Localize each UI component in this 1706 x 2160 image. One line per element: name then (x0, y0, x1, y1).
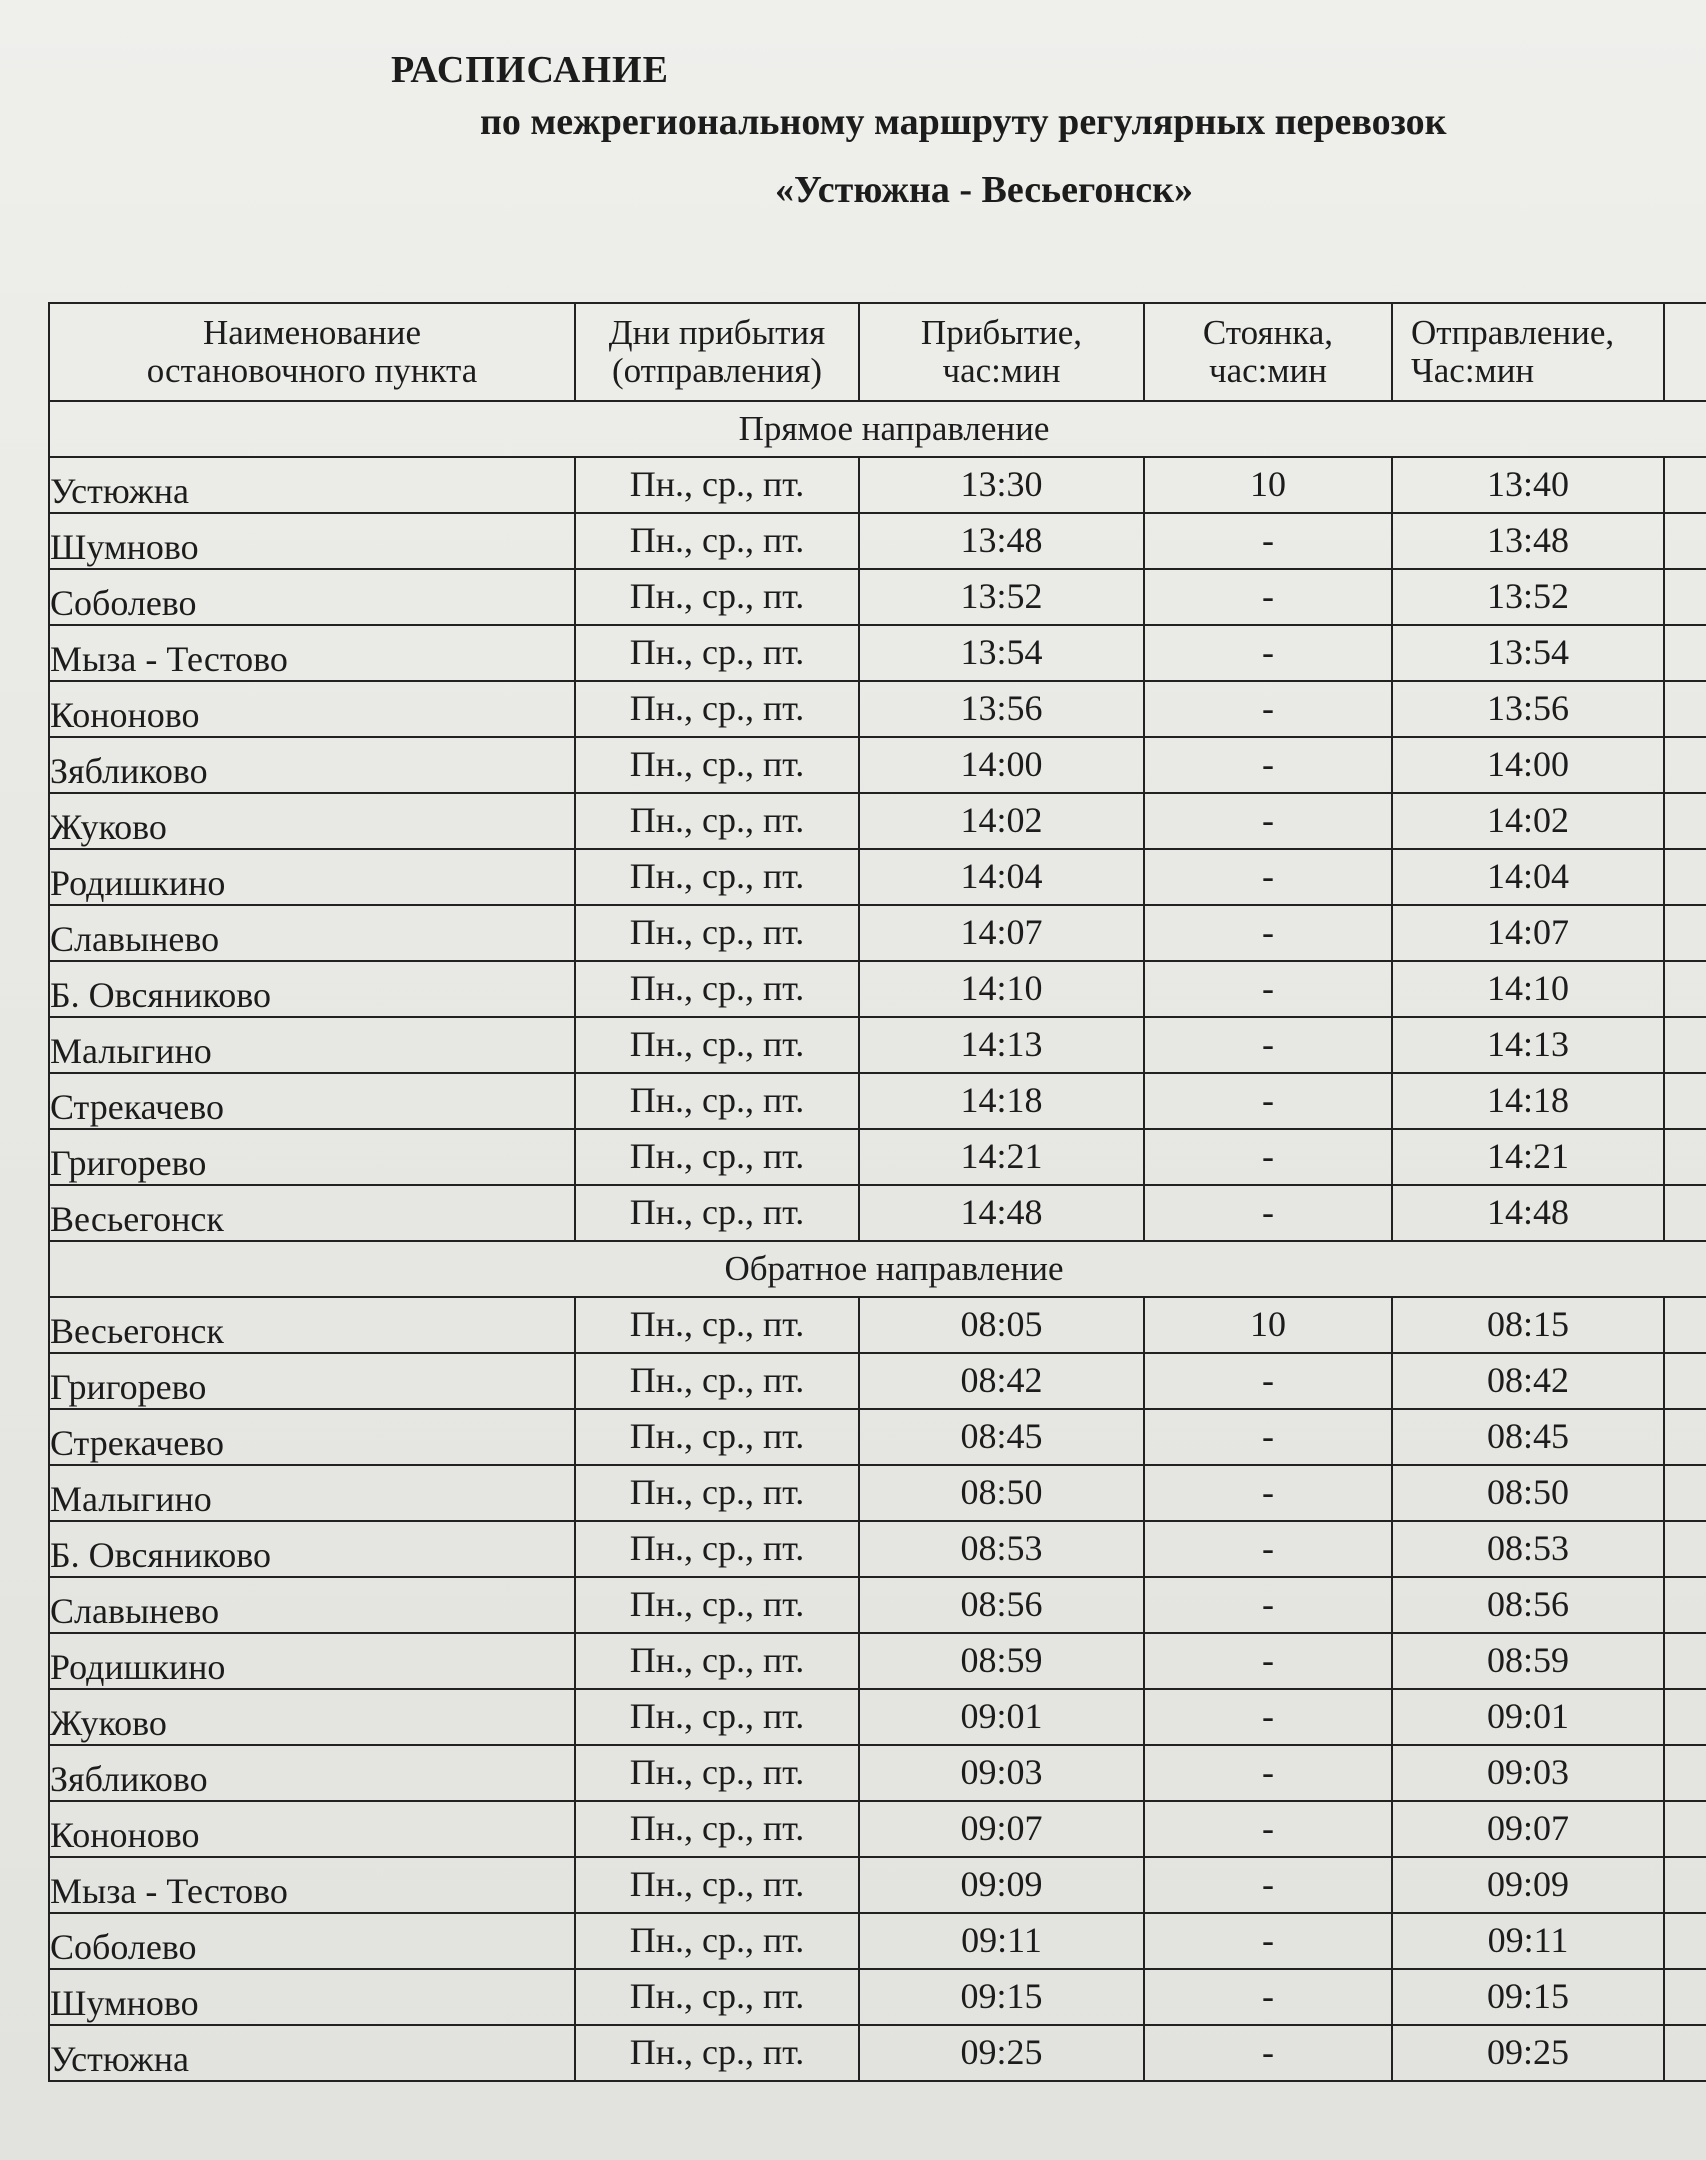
days-cell: Пн., ср., пт. (575, 1801, 859, 1857)
arrival-cell: 14:21 (859, 1129, 1144, 1185)
days-cell: Пн., ср., пт. (575, 1129, 859, 1185)
cut-off-cell (1664, 1297, 1706, 1353)
departure-cell: 14:13 (1392, 1017, 1664, 1073)
section-label: Обратное направление (49, 1241, 1706, 1297)
departure-cell: 09:09 (1392, 1857, 1664, 1913)
stop-name-cell: Зябликово (49, 1745, 575, 1801)
days-cell: Пн., ср., пт. (575, 625, 859, 681)
route-name: «Устюжна - Весьегонск» (775, 169, 1193, 211)
column-header-arrival (859, 303, 1144, 401)
stop-name-cell: Зябликово (49, 737, 575, 793)
departure-cell: 14:02 (1392, 793, 1664, 849)
stop-name-cell: Стрекачево (49, 1409, 575, 1465)
days-cell: Пн., ср., пт. (575, 1297, 859, 1353)
column-header-line: Наименование (202, 312, 422, 352)
cut-off-cell (1664, 1969, 1706, 2025)
arrival-cell: 14:13 (859, 1017, 1144, 1073)
column-header-line: час:мин (1208, 351, 1327, 390)
cut-off-cell (1664, 1073, 1706, 1129)
days-cell: Пн., ср., пт. (575, 849, 859, 905)
days-cell: Пн., ср., пт. (575, 905, 859, 961)
arrival-cell: 14:02 (859, 793, 1144, 849)
stop-name-cell: Б. Овсяниково (49, 961, 575, 1017)
table-row (49, 1017, 1706, 1073)
cut-off-cell (1664, 2025, 1706, 2081)
stop-name-cell: Жуково (49, 793, 575, 849)
cut-off-cell (1664, 625, 1706, 681)
departure-cell: 09:01 (1392, 1689, 1664, 1745)
departure-cell: 08:53 (1392, 1521, 1664, 1577)
arrival-cell: 13:52 (859, 569, 1144, 625)
document-subtitle: по межрегиональному маршруту регулярных перевозок (480, 101, 1447, 143)
stop-duration-cell: - (1144, 1969, 1392, 2025)
stop-name-cell: Устюжна (49, 457, 575, 513)
departure-cell: 08:45 (1392, 1409, 1664, 1465)
days-cell: Пн., ср., пт. (575, 1633, 859, 1689)
cut-off-cell (1664, 961, 1706, 1017)
table-row (49, 1633, 1706, 1689)
table-row (49, 2025, 1706, 2081)
stop-name-cell: Славынево (49, 905, 575, 961)
cut-off-cell (1664, 1185, 1706, 1241)
stop-name-cell: Мыза - Тестово (49, 625, 575, 681)
days-cell: Пн., ср., пт. (575, 1857, 859, 1913)
stop-name-cell: Весьегонск (49, 1297, 575, 1353)
stop-name-cell: Шумново (49, 1969, 575, 2025)
cut-off-cell (1664, 1913, 1706, 1969)
days-cell: Пн., ср., пт. (575, 2025, 859, 2081)
stop-duration-cell: - (1144, 569, 1392, 625)
days-cell: Пн., ср., пт. (575, 793, 859, 849)
cut-off-cell (1664, 1633, 1706, 1689)
table-row (49, 1857, 1706, 1913)
table-row (49, 1689, 1706, 1745)
cut-off-cell (1664, 793, 1706, 849)
departure-cell: 08:56 (1392, 1577, 1664, 1633)
table-row (49, 737, 1706, 793)
days-cell: Пн., ср., пт. (575, 1521, 859, 1577)
stop-duration-cell: - (1144, 1353, 1392, 1409)
days-cell: Пн., ср., пт. (575, 1465, 859, 1521)
column-header-line: Стоянка, (1202, 312, 1334, 352)
arrival-cell: 08:45 (859, 1409, 1144, 1465)
cut-off-cell (1664, 849, 1706, 905)
arrival-cell: 14:07 (859, 905, 1144, 961)
table-row (49, 905, 1706, 961)
table-row (49, 569, 1706, 625)
departure-cell: 14:00 (1392, 737, 1664, 793)
cut-off-cell (1664, 681, 1706, 737)
stop-duration-cell: - (1144, 1409, 1392, 1465)
stop-duration-cell: - (1144, 1129, 1392, 1185)
arrival-cell: 09:03 (859, 1745, 1144, 1801)
stop-name-cell: Мыза - Тестово (49, 1857, 575, 1913)
column-header-line: час:мин (942, 351, 1061, 390)
days-cell: Пн., ср., пт. (575, 737, 859, 793)
table-row (49, 457, 1706, 513)
column-header-line: Час:мин (1411, 351, 1535, 390)
cut-off-cell (1664, 1129, 1706, 1185)
stop-duration-cell: - (1144, 1017, 1392, 1073)
days-cell: Пн., ср., пт. (575, 1353, 859, 1409)
stop-duration-cell: - (1144, 1521, 1392, 1577)
cut-off-cell (1664, 569, 1706, 625)
arrival-cell: 14:04 (859, 849, 1144, 905)
stop-duration-cell: - (1144, 1801, 1392, 1857)
departure-cell: 09:07 (1392, 1801, 1664, 1857)
departure-cell: 08:50 (1392, 1465, 1664, 1521)
stop-duration-cell: - (1144, 793, 1392, 849)
days-cell: Пн., ср., пт. (575, 1689, 859, 1745)
arrival-cell: 09:11 (859, 1913, 1144, 1969)
arrival-cell: 08:53 (859, 1521, 1144, 1577)
departure-cell: 13:48 (1392, 513, 1664, 569)
days-cell: Пн., ср., пт. (575, 513, 859, 569)
table-row (49, 1577, 1706, 1633)
stop-name-cell: Соболево (49, 569, 575, 625)
stop-duration-cell: - (1144, 1465, 1392, 1521)
arrival-cell: 08:50 (859, 1465, 1144, 1521)
arrival-cell: 14:18 (859, 1073, 1144, 1129)
table-row (49, 513, 1706, 569)
table-row (49, 1913, 1706, 1969)
arrival-cell: 13:54 (859, 625, 1144, 681)
stop-name-cell: Кононово (49, 681, 575, 737)
arrival-cell: 08:05 (859, 1297, 1144, 1353)
stop-name-cell: Весьегонск (49, 1185, 575, 1241)
departure-cell: 09:11 (1392, 1913, 1664, 1969)
section-header-row (49, 1241, 1706, 1297)
departure-cell: 08:42 (1392, 1353, 1664, 1409)
days-cell: Пн., ср., пт. (575, 569, 859, 625)
column-header-departure (1392, 303, 1664, 401)
stop-duration-cell: - (1144, 1577, 1392, 1633)
days-cell: Пн., ср., пт. (575, 1577, 859, 1633)
departure-cell: 13:56 (1392, 681, 1664, 737)
stop-name-cell: Григорево (49, 1353, 575, 1409)
stop-name-cell: Кононово (49, 1801, 575, 1857)
days-cell: Пн., ср., пт. (575, 1745, 859, 1801)
cut-off-cell (1664, 1353, 1706, 1409)
departure-cell: 08:15 (1392, 1297, 1664, 1353)
stop-name-cell: Малыгино (49, 1465, 575, 1521)
table-row (49, 1521, 1706, 1577)
days-cell: Пн., ср., пт. (575, 1969, 859, 2025)
table-row (49, 793, 1706, 849)
table-row (49, 961, 1706, 1017)
table-row (49, 1465, 1706, 1521)
cut-off-cell (1664, 1017, 1706, 1073)
days-cell: Пн., ср., пт. (575, 1913, 859, 1969)
departure-cell: 13:54 (1392, 625, 1664, 681)
column-header-line: (отправления) (611, 351, 823, 390)
departure-cell: 09:25 (1392, 2025, 1664, 2081)
arrival-cell: 09:15 (859, 1969, 1144, 2025)
stop-duration-cell: - (1144, 681, 1392, 737)
stop-duration-cell: 10 (1144, 1297, 1392, 1353)
arrival-cell: 09:07 (859, 1801, 1144, 1857)
column-header-line: Прибытие, (920, 312, 1083, 352)
stop-name-cell: Шумново (49, 513, 575, 569)
column-header-line: остановочного пункта (146, 351, 478, 390)
stop-duration-cell: - (1144, 625, 1392, 681)
departure-cell: 14:07 (1392, 905, 1664, 961)
stop-duration-cell: - (1144, 1857, 1392, 1913)
departure-cell: 09:03 (1392, 1745, 1664, 1801)
stop-name-cell: Славынево (49, 1577, 575, 1633)
document-header (0, 48, 1706, 212)
stop-name-cell: Родишкино (49, 849, 575, 905)
stop-name-cell: Стрекачево (49, 1073, 575, 1129)
cut-off-cell (1664, 905, 1706, 961)
arrival-cell: 09:01 (859, 1689, 1144, 1745)
departure-cell: 09:15 (1392, 1969, 1664, 2025)
arrival-cell: 14:48 (859, 1185, 1144, 1241)
table-header-row (49, 303, 1706, 401)
days-cell: Пн., ср., пт. (575, 681, 859, 737)
days-cell: Пн., ср., пт. (575, 1017, 859, 1073)
departure-cell: 14:18 (1392, 1073, 1664, 1129)
stop-name-cell: Жуково (49, 1689, 575, 1745)
arrival-cell: 13:48 (859, 513, 1144, 569)
cut-off-cell (1664, 457, 1706, 513)
table-row (49, 681, 1706, 737)
table-row (49, 1185, 1706, 1241)
arrival-cell: 09:25 (859, 2025, 1144, 2081)
stop-duration-cell: - (1144, 1913, 1392, 1969)
stop-duration-cell: - (1144, 849, 1392, 905)
table-row (49, 1073, 1706, 1129)
table-row (49, 1801, 1706, 1857)
stop-name-cell: Б. Овсяниково (49, 1521, 575, 1577)
arrival-cell: 13:56 (859, 681, 1144, 737)
arrival-cell: 08:56 (859, 1577, 1144, 1633)
schedule-body (49, 401, 1706, 2081)
stop-name-cell: Малыгино (49, 1017, 575, 1073)
arrival-cell: 08:59 (859, 1633, 1144, 1689)
cut-off-cell (1664, 1521, 1706, 1577)
cut-off-cell (1664, 1857, 1706, 1913)
arrival-cell: 08:42 (859, 1353, 1144, 1409)
cut-off-cell (1664, 1689, 1706, 1745)
stop-name-cell: Григорево (49, 1129, 575, 1185)
column-header-stop-duration (1144, 303, 1392, 401)
column-header-days (575, 303, 859, 401)
stop-duration-cell: - (1144, 905, 1392, 961)
table-row (49, 849, 1706, 905)
stop-duration-cell: 10 (1144, 457, 1392, 513)
cut-off-cell (1664, 1745, 1706, 1801)
stop-name-cell: Устюжна (49, 2025, 575, 2081)
stop-name-cell: Соболево (49, 1913, 575, 1969)
stop-duration-cell: - (1144, 961, 1392, 1017)
stop-duration-cell: - (1144, 1633, 1392, 1689)
days-cell: Пн., ср., пт. (575, 1073, 859, 1129)
cut-off-cell (1664, 513, 1706, 569)
table-row (49, 625, 1706, 681)
section-label: Прямое направление (49, 401, 1706, 457)
stop-duration-cell: - (1144, 2025, 1392, 2081)
departure-cell: 14:04 (1392, 849, 1664, 905)
departure-cell: 14:48 (1392, 1185, 1664, 1241)
table-row (49, 1745, 1706, 1801)
stop-name-cell: Родишкино (49, 1633, 575, 1689)
column-header-line: Дни прибытия (608, 312, 826, 352)
arrival-cell: 13:30 (859, 457, 1144, 513)
cut-off-cell (1664, 1801, 1706, 1857)
departure-cell: 14:10 (1392, 961, 1664, 1017)
stop-duration-cell: - (1144, 737, 1392, 793)
days-cell: Пн., ср., пт. (575, 961, 859, 1017)
stop-duration-cell: - (1144, 1185, 1392, 1241)
document-title: РАСПИСАНИЕ (391, 49, 669, 91)
schedule-table (48, 302, 1706, 2082)
column-header-stop-name (49, 303, 575, 401)
table-row (49, 1297, 1706, 1353)
cut-off-cell (1664, 1465, 1706, 1521)
stop-duration-cell: - (1144, 513, 1392, 569)
departure-cell: 13:40 (1392, 457, 1664, 513)
column-header-cut-off (1664, 303, 1706, 401)
table-row (49, 1969, 1706, 2025)
stop-duration-cell: - (1144, 1689, 1392, 1745)
stop-duration-cell: - (1144, 1745, 1392, 1801)
cut-off-cell (1664, 1409, 1706, 1465)
departure-cell: 14:21 (1392, 1129, 1664, 1185)
arrival-cell: 14:00 (859, 737, 1144, 793)
table-row (49, 1129, 1706, 1185)
cut-off-cell (1664, 1577, 1706, 1633)
table-row (49, 1409, 1706, 1465)
departure-cell: 08:59 (1392, 1633, 1664, 1689)
column-header-line: Отправление, (1411, 312, 1615, 352)
table-row (49, 1353, 1706, 1409)
section-header-row (49, 401, 1706, 457)
arrival-cell: 14:10 (859, 961, 1144, 1017)
departure-cell: 13:52 (1392, 569, 1664, 625)
stop-duration-cell: - (1144, 1073, 1392, 1129)
arrival-cell: 09:09 (859, 1857, 1144, 1913)
days-cell: Пн., ср., пт. (575, 1409, 859, 1465)
cut-off-cell (1664, 737, 1706, 793)
days-cell: Пн., ср., пт. (575, 457, 859, 513)
days-cell: Пн., ср., пт. (575, 1185, 859, 1241)
